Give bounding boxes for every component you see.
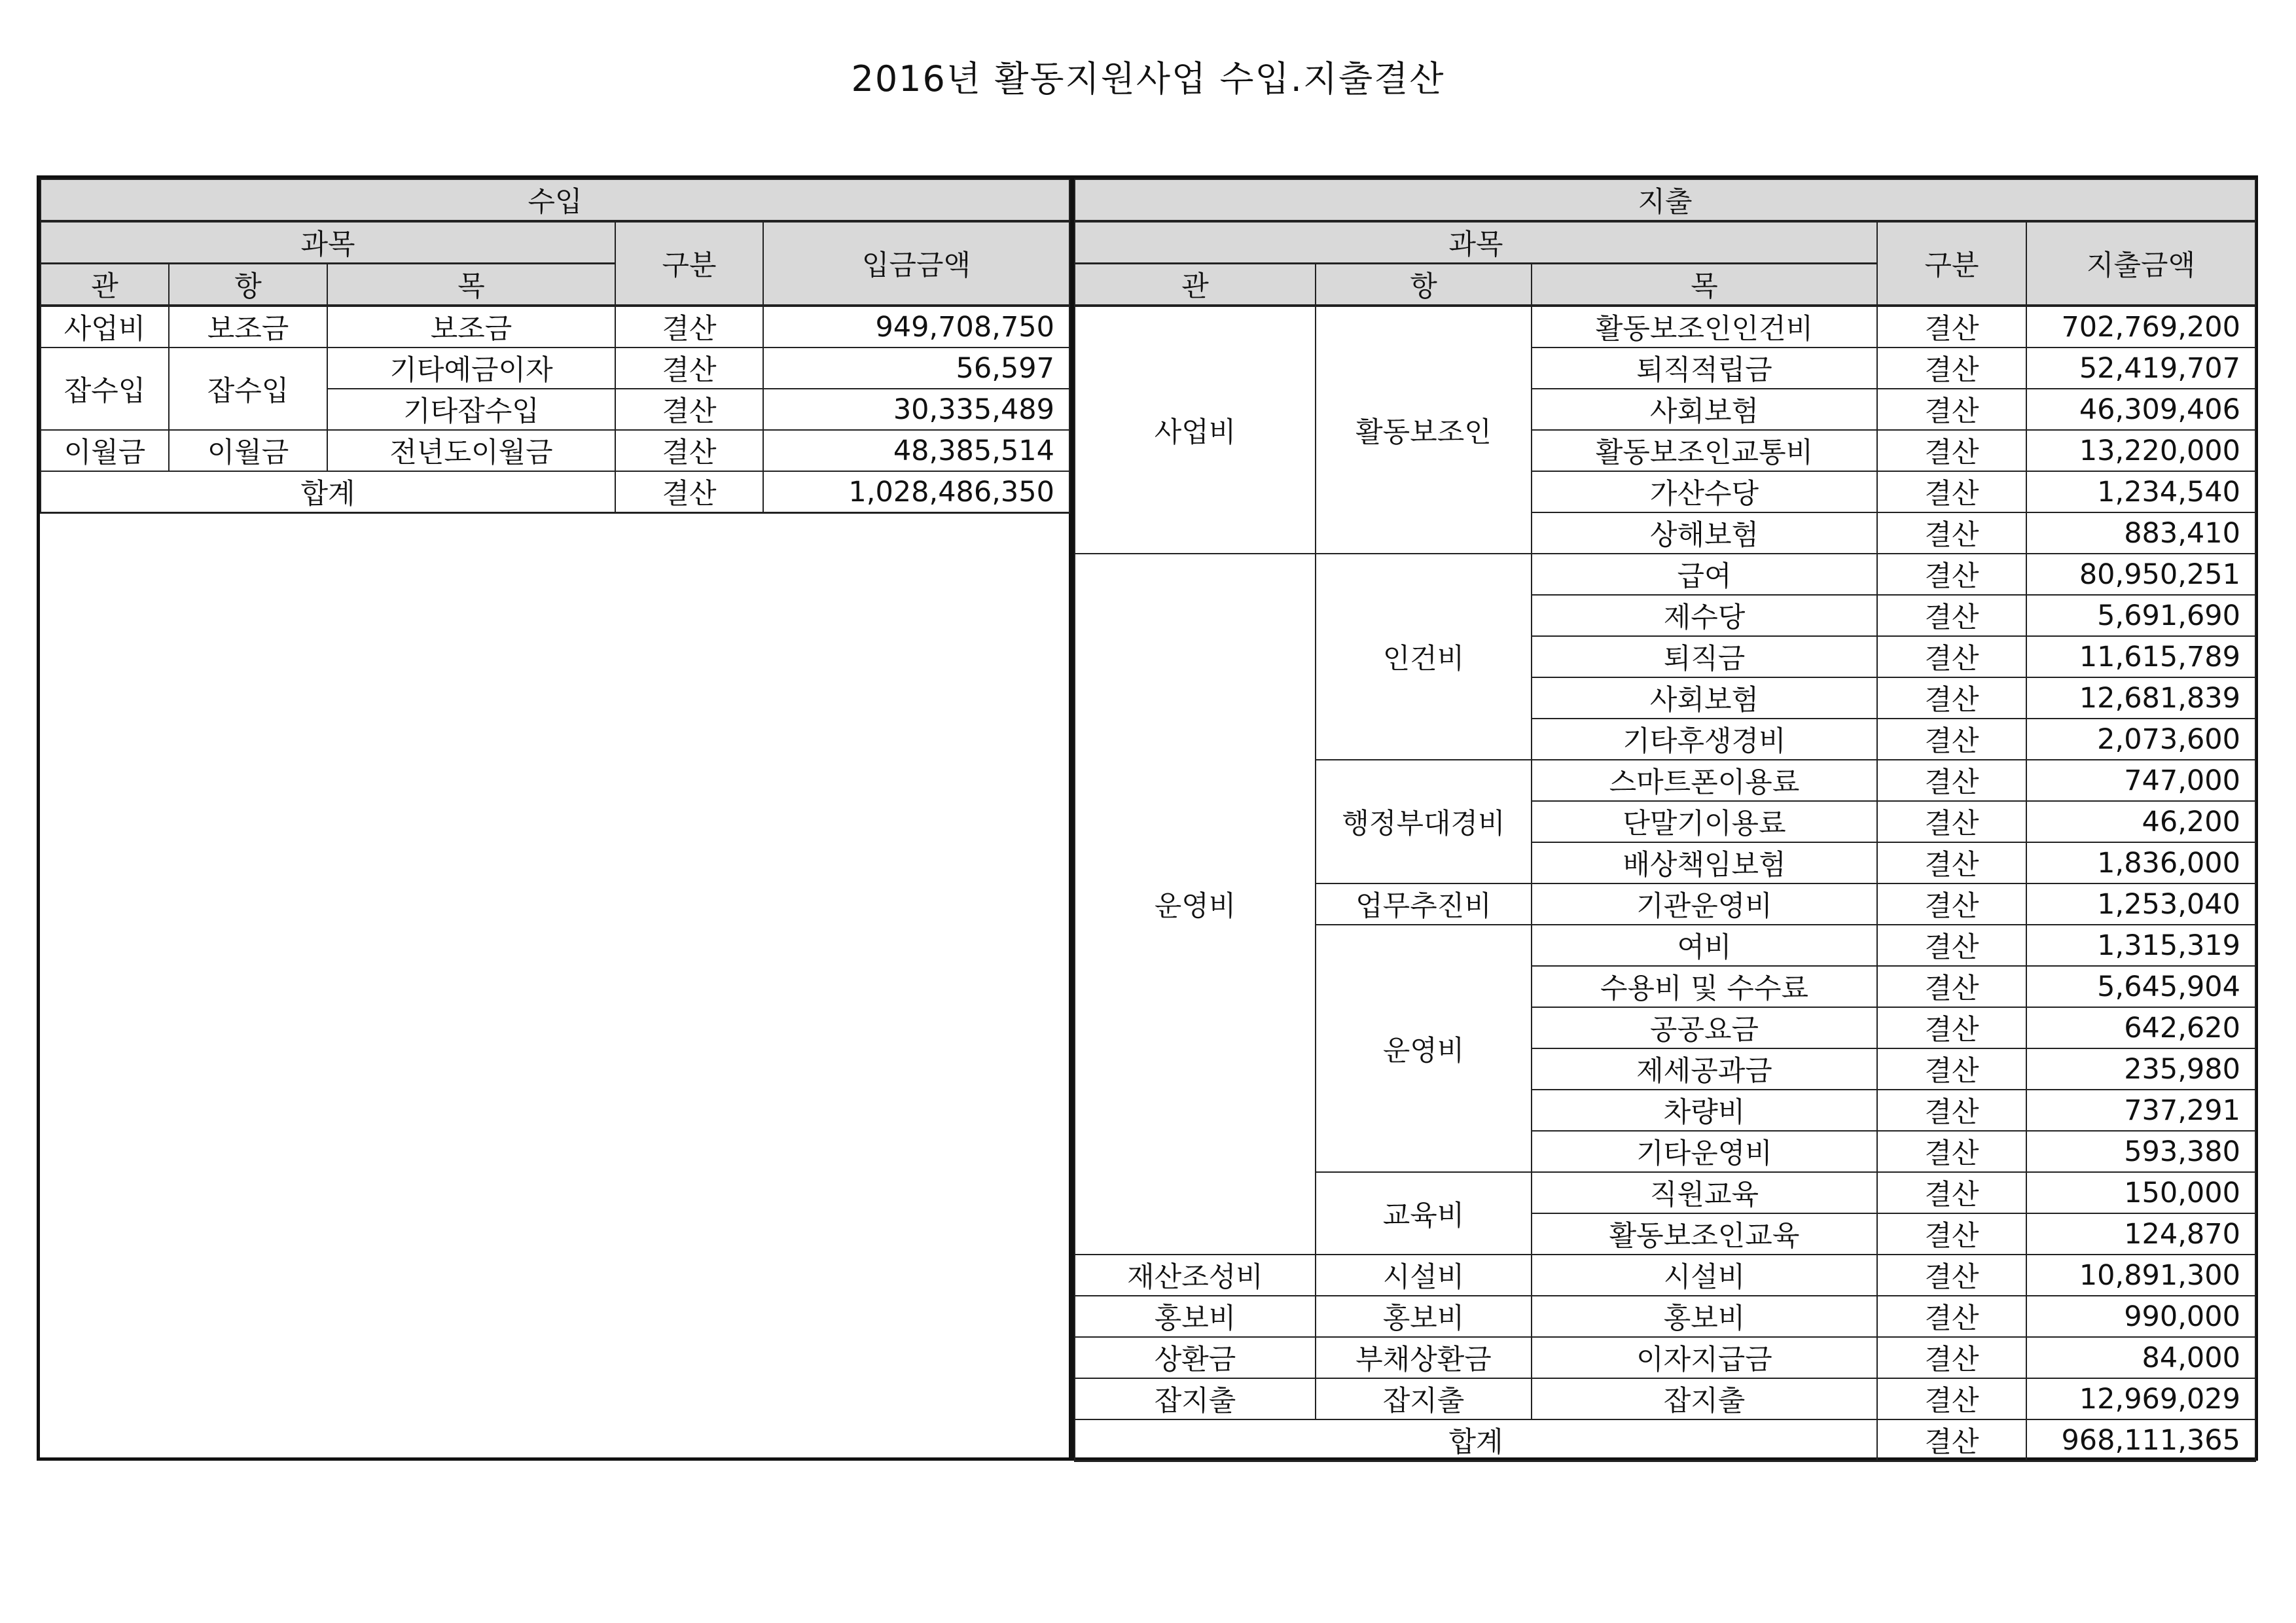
expense-hang: 부채상환금 (1316, 1337, 1532, 1378)
income-header-amount: 입금금액 (763, 221, 1069, 306)
expense-gubun: 결산 (1877, 1131, 2026, 1172)
income-total-amount: 1,028,486,350 (763, 471, 1069, 513)
expense-row (1075, 1337, 2255, 1378)
expense-amount: 593,380 (2026, 1131, 2255, 1172)
expense-hang: 활동보조인 (1316, 306, 1532, 554)
expense-gubun: 결산 (1877, 1337, 2026, 1378)
income-gubun: 결산 (615, 430, 763, 471)
income-row (41, 430, 1069, 471)
income-amount: 56,597 (763, 348, 1069, 389)
expense-header-mok: 목 (1532, 264, 1877, 306)
income-hang: 이월금 (169, 430, 327, 471)
expense-amount: 883,410 (2026, 512, 2255, 554)
expense-mok: 기관운영비 (1532, 883, 1877, 925)
expense-amount: 11,615,789 (2026, 636, 2255, 677)
expense-header-hang: 항 (1316, 264, 1532, 306)
income-gubun: 결산 (615, 389, 763, 430)
income-header-gwamok: 과목 (41, 221, 615, 264)
expense-gwan: 재산조성비 (1075, 1255, 1316, 1296)
expense-gubun: 결산 (1877, 306, 2026, 348)
expense-amount: 5,691,690 (2026, 595, 2255, 636)
expense-amount: 235,980 (2026, 1048, 2255, 1090)
expense-mok: 직원교육 (1532, 1172, 1877, 1213)
expense-mok: 단말기이용료 (1532, 801, 1877, 842)
expense-mok: 기타운영비 (1532, 1131, 1877, 1172)
expense-mok: 사회보험 (1532, 389, 1877, 430)
expense-hang: 인건비 (1316, 554, 1532, 760)
expense-mok: 수용비 및 수수료 (1532, 966, 1877, 1007)
expense-amount: 12,681,839 (2026, 677, 2255, 719)
expense-mok: 잡지출 (1532, 1378, 1877, 1419)
page-title: 2016년 활동지원사업 수입.지출결산 (851, 58, 1445, 99)
expense-section-title: 지출 (1075, 179, 2255, 221)
expense-row (1075, 1255, 2255, 1296)
expense-gubun: 결산 (1877, 677, 2026, 719)
expense-mok: 상해보험 (1532, 512, 1877, 554)
expense-gwan: 홍보비 (1075, 1296, 1316, 1337)
expense-amount: 13,220,000 (2026, 430, 2255, 471)
expense-hang: 시설비 (1316, 1255, 1532, 1296)
expense-header-gwamok: 과목 (1075, 221, 1877, 264)
expense-amount: 124,870 (2026, 1213, 2255, 1255)
expense-mok: 활동보조인교육 (1532, 1213, 1877, 1255)
income-amount: 949,708,750 (763, 306, 1069, 348)
expense-gubun: 결산 (1877, 512, 2026, 554)
expense-amount: 990,000 (2026, 1296, 2255, 1337)
expense-gwan: 사업비 (1075, 306, 1316, 554)
expense-mok: 시설비 (1532, 1255, 1877, 1296)
income-mok: 보조금 (327, 306, 615, 348)
expense-mok: 차량비 (1532, 1090, 1877, 1131)
expense-panel (1071, 175, 2258, 1461)
income-row (41, 348, 1069, 389)
expense-gubun: 결산 (1877, 966, 2026, 1007)
expense-row (1075, 554, 2255, 595)
expense-mok: 스마트폰이용료 (1532, 760, 1877, 801)
expense-gubun: 결산 (1877, 883, 2026, 925)
expense-mok: 이자지급금 (1532, 1337, 1877, 1378)
expense-amount: 737,291 (2026, 1090, 2255, 1131)
expense-header-gwan: 관 (1075, 264, 1316, 306)
expense-gubun: 결산 (1877, 1090, 2026, 1131)
expense-gubun: 결산 (1877, 1378, 2026, 1419)
expense-total-label: 합계 (1075, 1419, 1877, 1461)
expense-amount: 5,645,904 (2026, 966, 2255, 1007)
expense-table (1074, 179, 2256, 1462)
income-hang: 보조금 (169, 306, 327, 348)
income-total-row (41, 471, 1069, 513)
income-section-title: 수입 (41, 179, 1069, 221)
expense-gwan: 잡지출 (1075, 1378, 1316, 1419)
expense-mok: 배상책임보험 (1532, 842, 1877, 883)
income-mok: 기타잡수입 (327, 389, 615, 430)
expense-amount: 1,234,540 (2026, 471, 2255, 512)
income-panel (37, 175, 1072, 1461)
expense-mok: 활동보조인교통비 (1532, 430, 1877, 471)
income-table (40, 179, 1070, 514)
expense-header-gubun: 구분 (1877, 221, 2026, 306)
expense-gubun: 결산 (1877, 1048, 2026, 1090)
expense-gubun: 결산 (1877, 471, 2026, 512)
expense-mok: 급여 (1532, 554, 1877, 595)
expense-amount: 702,769,200 (2026, 306, 2255, 348)
expense-amount: 10,891,300 (2026, 1255, 2255, 1296)
expense-amount: 2,073,600 (2026, 719, 2255, 760)
expense-mok: 기타후생경비 (1532, 719, 1877, 760)
income-total-label: 합계 (41, 471, 615, 513)
expense-mok: 여비 (1532, 925, 1877, 966)
expense-gubun: 결산 (1877, 348, 2026, 389)
expense-amount: 52,419,707 (2026, 348, 2255, 389)
expense-amount: 46,200 (2026, 801, 2255, 842)
income-row (41, 306, 1069, 348)
expense-amount: 1,253,040 (2026, 883, 2255, 925)
expense-gwan: 상환금 (1075, 1337, 1316, 1378)
expense-header-amount: 지출금액 (2026, 221, 2255, 306)
expense-gubun: 결산 (1877, 1007, 2026, 1048)
expense-mok: 홍보비 (1532, 1296, 1877, 1337)
expense-gubun: 결산 (1877, 925, 2026, 966)
expense-hang: 운영비 (1316, 925, 1532, 1172)
expense-amount: 1,836,000 (2026, 842, 2255, 883)
income-gwan: 이월금 (41, 430, 169, 471)
income-gubun: 결산 (615, 306, 763, 348)
expense-gubun: 결산 (1877, 389, 2026, 430)
expense-gubun: 결산 (1877, 760, 2026, 801)
income-gwan: 잡수입 (41, 348, 169, 430)
expense-hang: 홍보비 (1316, 1296, 1532, 1337)
expense-gubun: 결산 (1877, 842, 2026, 883)
expense-mok: 제세공과금 (1532, 1048, 1877, 1090)
expense-gubun: 결산 (1877, 1213, 2026, 1255)
expense-gubun: 결산 (1877, 430, 2026, 471)
expense-total-row (1075, 1419, 2255, 1461)
expense-row (1075, 1378, 2255, 1419)
income-gwan: 사업비 (41, 306, 169, 348)
expense-row (1075, 1296, 2255, 1337)
expense-gubun: 결산 (1877, 1255, 2026, 1296)
expense-mok: 공공요금 (1532, 1007, 1877, 1048)
expense-amount: 12,969,029 (2026, 1378, 2255, 1419)
expense-hang: 행정부대경비 (1316, 760, 1532, 883)
expense-gubun: 결산 (1877, 1172, 2026, 1213)
income-mok: 전년도이월금 (327, 430, 615, 471)
income-amount: 30,335,489 (763, 389, 1069, 430)
expense-gubun: 결산 (1877, 1296, 2026, 1337)
expense-gwan: 운영비 (1075, 554, 1316, 1255)
income-header-gwan: 관 (41, 264, 169, 306)
expense-hang: 업무추진비 (1316, 883, 1532, 925)
expense-amount: 46,309,406 (2026, 389, 2255, 430)
expense-gubun: 결산 (1877, 554, 2026, 595)
expense-amount: 80,950,251 (2026, 554, 2255, 595)
expense-amount: 84,000 (2026, 1337, 2255, 1378)
expense-total-amount: 968,111,365 (2026, 1419, 2255, 1461)
income-header-gubun: 구분 (615, 221, 763, 306)
income-mok: 기타예금이자 (327, 348, 615, 389)
expense-amount: 642,620 (2026, 1007, 2255, 1048)
expense-hang: 잡지출 (1316, 1378, 1532, 1419)
expense-gubun: 결산 (1877, 595, 2026, 636)
expense-mok: 가산수당 (1532, 471, 1877, 512)
expense-mok: 사회보험 (1532, 677, 1877, 719)
expense-amount: 1,315,319 (2026, 925, 2255, 966)
expense-gubun: 결산 (1877, 636, 2026, 677)
expense-hang: 교육비 (1316, 1172, 1532, 1255)
expense-gubun: 결산 (1877, 801, 2026, 842)
expense-gubun: 결산 (1877, 719, 2026, 760)
income-amount: 48,385,514 (763, 430, 1069, 471)
expense-amount: 150,000 (2026, 1172, 2255, 1213)
expense-mok: 제수당 (1532, 595, 1877, 636)
income-hang: 잡수입 (169, 348, 327, 430)
expense-mok: 퇴직적립금 (1532, 348, 1877, 389)
expense-total-gubun: 결산 (1877, 1419, 2026, 1461)
income-header-hang: 항 (169, 264, 327, 306)
expense-mok: 퇴직금 (1532, 636, 1877, 677)
income-total-gubun: 결산 (615, 471, 763, 513)
income-header-mok: 목 (327, 264, 615, 306)
income-gubun: 결산 (615, 348, 763, 389)
expense-mok: 활동보조인인건비 (1532, 306, 1877, 348)
expense-amount: 747,000 (2026, 760, 2255, 801)
expense-row (1075, 306, 2255, 348)
